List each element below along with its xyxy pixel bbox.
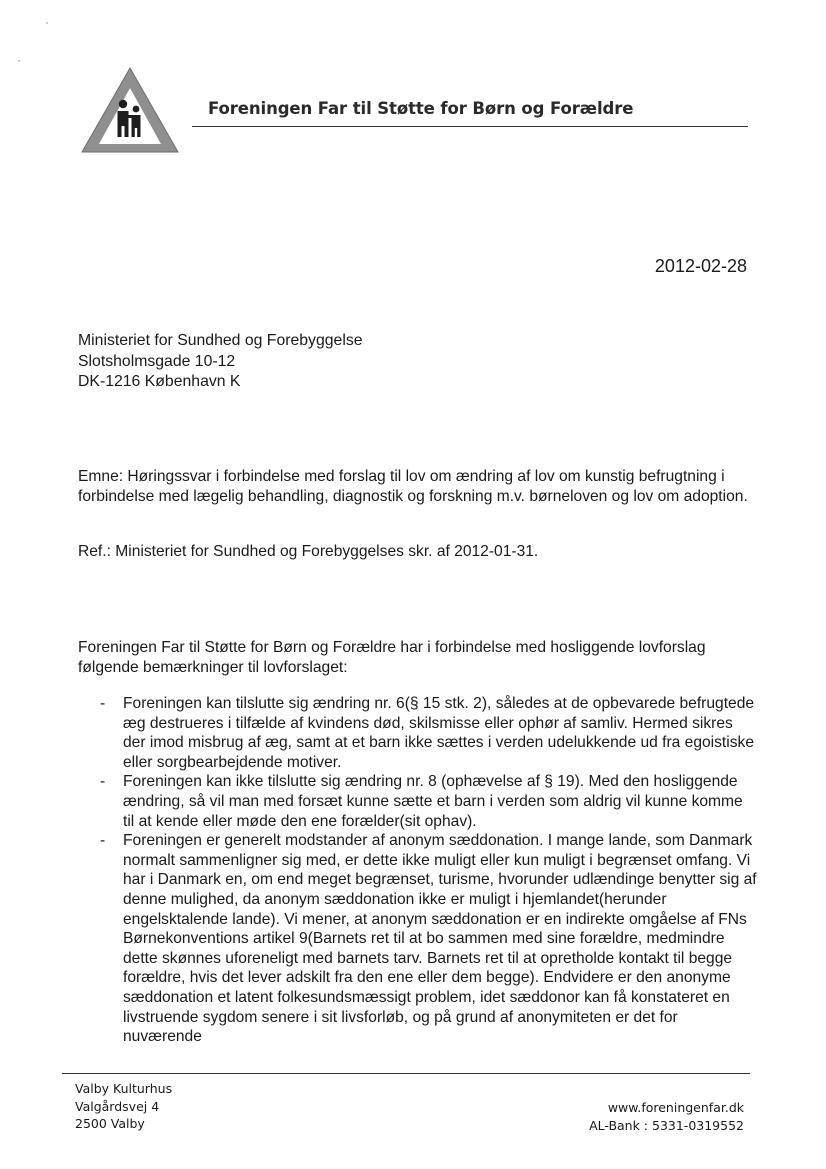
reference-line: Ref.: Ministeriet for Sundhed og Forebyggelses skr. af 2012-01-31. <box>78 543 539 560</box>
footer-city: 2500 Valby <box>75 1116 145 1131</box>
organization-name: Foreningen Far til Støtte for Børn og Forældre <box>208 99 634 118</box>
list-item <box>78 694 758 772</box>
footer-divider <box>62 1073 750 1074</box>
footer-website-link[interactable]: www.foreningenfar.dk <box>607 1100 744 1115</box>
list-item-text: Foreningen kan ikke tilslutte sig ændring nr. 8 (ophævelse af § 19). Med den hosliggende ændring, så vil man med forsæt kunne sætte et barn i verden som aldrig vil kunne komme til at kende eller møde den ene forælder(sit ophav). <box>123 773 743 830</box>
logo-icon <box>78 64 182 156</box>
scan-speck <box>18 60 20 62</box>
recipient-address <box>78 331 363 393</box>
footer-contact <box>589 1099 744 1134</box>
list-item-text: Foreningen kan tilslutte sig ændring nr. 6(§ 15 stk. 2), således at de opbevarede befrugtede æg destrueres i tilfælde af kvindens død, skilsmisse eller ophør af samliv. Hermed sikres der imod misbrug af æg, samt at et barn ikke sættes i verden udelukkende ud fra egoistiske eller sorgbearbejdende motiver. <box>123 695 755 771</box>
recipient-city: DK-1216 København K <box>78 373 241 390</box>
footer-street: Valgårdsvej 4 <box>75 1098 160 1114</box>
list-item <box>78 772 758 831</box>
bullet-dash: - <box>100 773 106 791</box>
bullet-dash: - <box>100 832 106 850</box>
bullet-dash: - <box>100 695 106 712</box>
scan-speck <box>46 22 48 24</box>
subject-line: Emne: Høringssvar i forbindelse med forslag til lov om ændring af lov om kunstig befrugtning i forbindelse med lægelig behandling, diagnostik og forskning m.v. børneloven og lov om adoption. <box>78 468 748 505</box>
footer-bank-account: AL-Bank : 5331-0319552 <box>589 1117 744 1133</box>
header-divider <box>192 126 748 127</box>
list-item-text: Foreningen er generelt modstander af anonym sæddonation. I mange lande, som Danmark normalt sammenligner sig med, er dette ikke muligt eller kun muligt i begrænset omfang. Vi har i Danmark en, om end meget begrænset, turisme, hvorunder udlændinge benytter sig af denne mulighed, da anonym sæddonation ikke er muligt i hjemlandet(herunder engelsktalende lande). Vi mener, at anonym sæddonation er en indirekte omgåelse af FNs Børnekonventions artikel 9(Barnets ret til at bo sammen med sine forældre, medmindre dette skønnes uforeneligt med barnets tarv. Barnets ret til at opretholde kontakt til begge forældre, hvis det lever adskilt fra den ene eller dem begge). Endvidere er den anonyme sæddonation et latent folkesundsmæssigt problem, idet sæddonor kan få konstateret en livstruende sygdom senere i sit livsforløb, og på grund af anonymiteten er det for nuværende <box>123 832 757 1046</box>
footer-venue: Valby Kulturhus <box>75 1081 173 1096</box>
footer-address <box>75 1080 172 1133</box>
list-item <box>78 831 758 1047</box>
remarks-list <box>78 694 758 1047</box>
intro-paragraph: Foreningen Far til Støtte for Børn og Forældre har i forbindelse med hosliggende lovforslag følgende bemærkninger til lovforslaget: <box>78 639 706 676</box>
recipient-street: Slotsholmsgade 10-12 <box>78 352 236 370</box>
recipient-name: Ministeriet for Sundhed og Forebyggelse <box>78 332 363 349</box>
letter-date: 2012-02-28 <box>654 256 747 276</box>
